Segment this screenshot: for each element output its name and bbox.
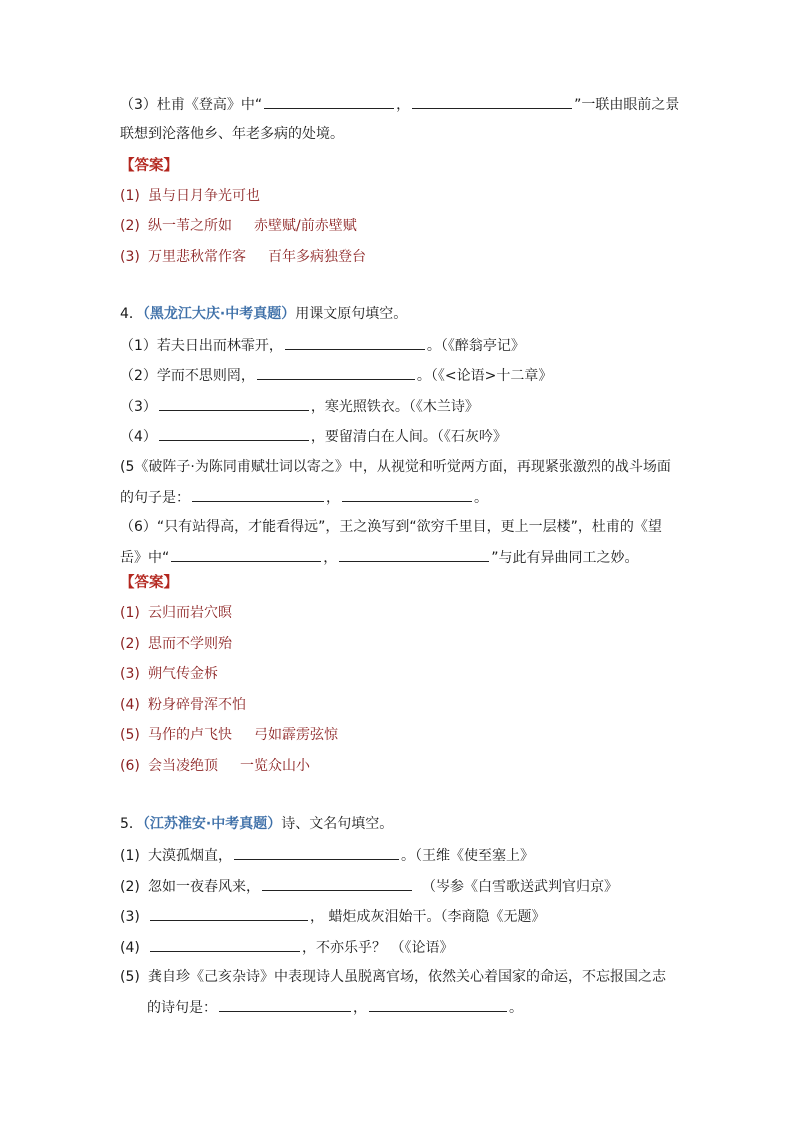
q3-item3-text-c: ”一联由眼前之景 bbox=[574, 97, 680, 113]
answer-item: (1) 云归而岩穴暝 bbox=[120, 605, 232, 621]
q3-item3-line2: 联想到沦落他乡、年老多病的处境。 bbox=[120, 126, 344, 142]
q4-item1: （1）若夫日出而林霏开， 。（《醉翁亭记》 bbox=[120, 335, 525, 356]
q4-item6-line1: （6）“只有站得高，才能看得远”，王之涣写到“欲穷千里目，更上一层楼”，杜甫的《望 bbox=[120, 519, 662, 535]
answer-item: (6) 会当凌绝顶 一览众山小 bbox=[120, 758, 310, 774]
blank-field[interactable] bbox=[412, 94, 572, 109]
q5-header bbox=[120, 814, 393, 834]
answer-item: (2) 思而不学则殆 bbox=[120, 636, 232, 652]
q3-item3-line1 bbox=[120, 94, 679, 115]
answer-item: (4) 粉身碎骨浑不怕 bbox=[120, 697, 246, 713]
answer-item: (2) 纵一苇之所如 赤壁赋/前赤壁赋 bbox=[120, 218, 357, 234]
blank-field[interactable] bbox=[264, 94, 394, 109]
blank-field[interactable] bbox=[171, 547, 321, 562]
blank-field[interactable] bbox=[150, 906, 308, 921]
answer-heading: 【答案】 bbox=[120, 575, 178, 591]
answer-item: (3) 朔气传金柝 bbox=[120, 666, 218, 682]
q4-item5-line1: (5《破阵子·为陈同甫赋壮词以寄之》中，从视觉和听觉两方面，再现紧张激烈的战斗场面 bbox=[120, 459, 671, 475]
q5-item2: (2) 忽如一夜春风来， （岑参《白雪歌送武判官归京》 bbox=[120, 876, 618, 897]
blank-field[interactable] bbox=[159, 426, 309, 441]
blank-field[interactable] bbox=[285, 335, 425, 350]
q4-item2: （2）学而不思则罔， 。（《<论语>十二章》 bbox=[120, 365, 552, 386]
q4-header bbox=[120, 304, 407, 324]
q5-item3: (3) ， 蜡炬成灰泪始干。（李商隐《无题》 bbox=[120, 906, 545, 927]
q4-item5-line2: 的句子是： ， 。 bbox=[120, 487, 488, 508]
q4-number: 4． bbox=[120, 306, 143, 322]
blank-field[interactable] bbox=[339, 547, 489, 562]
blank-field[interactable] bbox=[159, 396, 309, 411]
blank-field[interactable] bbox=[257, 365, 415, 380]
answer-item: (5) 马作的卢飞快 弓如霹雳弦惊 bbox=[120, 727, 338, 743]
q3-item3-text-b: ， bbox=[396, 97, 411, 113]
blank-field[interactable] bbox=[262, 876, 412, 891]
q5-item5-line2: 的诗句是： ， 。 bbox=[147, 997, 523, 1018]
q5-item5-line1: (5) 龚自珍《己亥杂诗》中表现诗人虽脱离官场，依然关心着国家的命运，不忘报国之志 bbox=[120, 969, 666, 985]
q5-item4: (4) ，不亦乐乎？ （《论语》 bbox=[120, 937, 453, 958]
q3-item3-text-a: （3）杜甫《登高》中“ bbox=[120, 97, 263, 113]
q4-item3: （3） ，寒光照铁衣。（《木兰诗》 bbox=[120, 396, 479, 417]
q5-stem: 诗、文名句填空。 bbox=[281, 816, 394, 832]
q5-item1: (1) 大漠孤烟直， 。（王维《使至塞上》 bbox=[120, 845, 534, 866]
blank-field[interactable] bbox=[369, 997, 507, 1012]
q4-item6-line2: 岳》中“ ， ”与此有异曲同工之妙。 bbox=[120, 547, 639, 568]
q5-source: （江苏淮安·中考真题） bbox=[142, 816, 282, 832]
blank-field[interactable] bbox=[219, 997, 351, 1012]
blank-field[interactable] bbox=[234, 845, 399, 860]
blank-field[interactable] bbox=[342, 487, 472, 502]
blank-field[interactable] bbox=[192, 487, 324, 502]
answer-item: (1) 虽与日月争光可也 bbox=[120, 188, 260, 204]
answer-item: (3) 万里悲秋常作客 百年多病独登台 bbox=[120, 249, 366, 265]
answer-heading: 【答案】 bbox=[120, 158, 178, 174]
q4-item4: （4） ，要留清白在人间。（《石灰吟》 bbox=[120, 426, 507, 447]
q5-number: 5． bbox=[120, 816, 143, 832]
q4-source: （黑龙江大庆·中考真题） bbox=[142, 306, 296, 322]
q4-stem: 用课文原句填空。 bbox=[295, 306, 408, 322]
blank-field[interactable] bbox=[150, 937, 300, 952]
